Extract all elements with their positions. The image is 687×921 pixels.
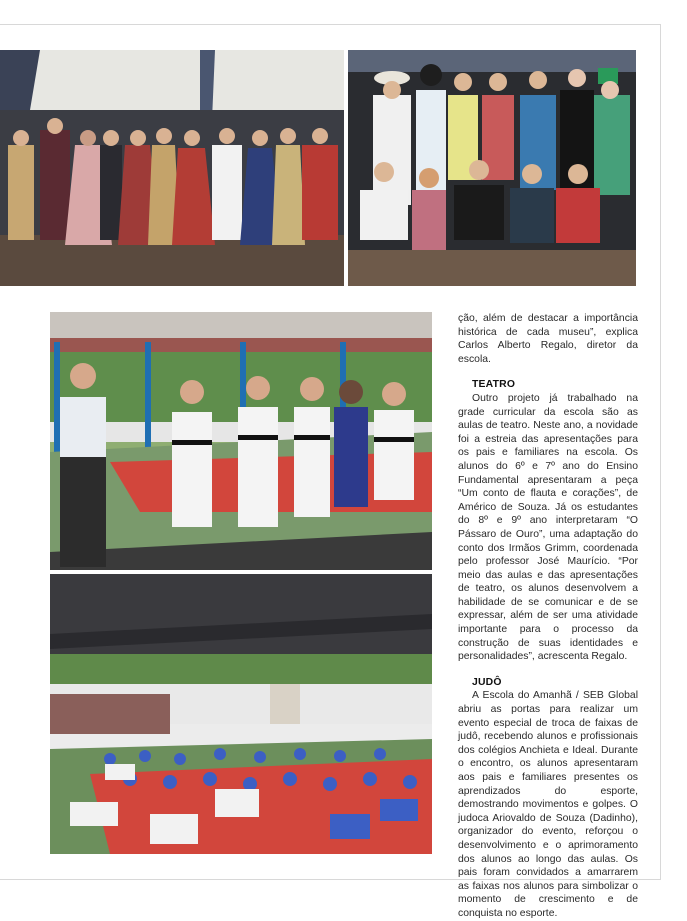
section-heading-judo: JUDÔ (472, 676, 502, 688)
page-frame-top-rule (0, 24, 660, 25)
judo-instructors-photo (50, 312, 432, 570)
theater-cast-photo-left (0, 50, 344, 286)
article-intro-tail: ção, além de destacar a importância histórica de cada museu”, explica Carlos Alberto Regalo, diretor da escola. (458, 313, 638, 365)
article-column (458, 312, 638, 921)
judo-students-photo (50, 574, 432, 854)
theater-cast-photo-right (348, 50, 636, 286)
section-body-theater: Outro projeto já trabalhado na grade curricular da escola são as aulas de teatro. Neste ano, a novidade foi a estreia das apresentações para os pais e familiares na escola. Os alunos do 6º e 7º ano do Ensino Fundamental apresentaram a peça “Um conto de flauta e corações”, de Américo de Souza. Já os estudantes do 8º e 9º ano interpretaram “O Pássaro de Ouro”, uma adaptação do conto dos Irmãos Grimm, coordenada pelo professor José Maurício. “Por meio das aulas e das apresentações de teatro, os alunos desenvolvem a habilidade de se comunicar e de se expressar, além de ser uma atividade importante para o processo da construção de suas identidades e personalidades”, acrescenta Regalo. (458, 392, 638, 663)
section-body-judo: A Escola do Amanhã / SEB Global abriu as portas para realizar um evento especial de troca de faixas de judô, recebendo alunos e profissionais dos colégios Anchieta e Ideal. Durante o encontro, os alunos apresentaram aos pais e familiares presentes os aprendizados do esporte, demostrando movimentos e golpes. O judoca Ariovaldo de Souza (Dadinho), organizador do evento, reforçou o desenvolvimento e o aprimoramento dos alunos ao longo das aulas. Os pais foram convidados a amarrarem as faixas nos alunos para simbolizar o momento de crescimento e de conquista no esporte. (458, 690, 638, 919)
section-heading-theater: TEATRO (472, 379, 516, 391)
page-frame-right-rule (660, 24, 661, 880)
